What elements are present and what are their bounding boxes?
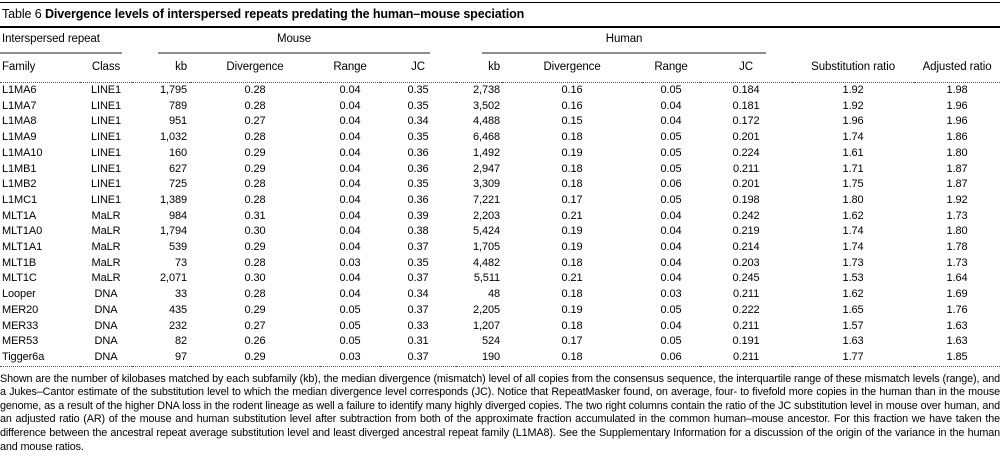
table-cell: 524 bbox=[481, 335, 501, 348]
table-cell: LINE1 bbox=[90, 131, 122, 144]
table-cell: 0.214 bbox=[732, 241, 760, 254]
table-cell: 0.37 bbox=[407, 303, 429, 316]
table-cell: 1.80 bbox=[946, 146, 968, 159]
column-header-mouse-range: Range bbox=[333, 61, 367, 73]
table-cell: 1.92 bbox=[842, 99, 864, 112]
table-cell: 0.29 bbox=[244, 146, 266, 159]
table-cell: 0.191 bbox=[732, 335, 760, 348]
table-cell: 0.181 bbox=[732, 99, 760, 112]
table-cell: MaLR bbox=[91, 241, 121, 254]
table-cell: 0.19 bbox=[561, 241, 583, 254]
table-cell: 0.35 bbox=[407, 99, 429, 112]
table-cell: 0.201 bbox=[732, 178, 760, 191]
table-cell: 0.222 bbox=[732, 303, 760, 316]
table-cell: L1MA9 bbox=[2, 131, 37, 144]
table-cell: 0.04 bbox=[660, 272, 682, 285]
table-cell: 984 bbox=[168, 209, 188, 222]
table-cell: 1,492 bbox=[473, 146, 501, 159]
table-cell: 0.18 bbox=[561, 350, 583, 363]
table-cell: 0.16 bbox=[561, 99, 583, 112]
table-cell: 0.05 bbox=[660, 131, 682, 144]
table-cell: LINE1 bbox=[90, 178, 122, 191]
table-row bbox=[0, 130, 1000, 146]
table-cell: 0.19 bbox=[561, 225, 583, 238]
table-row bbox=[0, 350, 1000, 366]
table-cell: 0.28 bbox=[244, 84, 266, 96]
table-cell: 1,207 bbox=[473, 319, 501, 332]
table-cell: 0.29 bbox=[244, 162, 266, 175]
table-cell: 1.63 bbox=[842, 335, 864, 348]
table-cell: 1.87 bbox=[946, 178, 968, 191]
table-cell: 0.28 bbox=[244, 193, 266, 206]
table-cell: 3,309 bbox=[473, 178, 501, 191]
column-header-human-jc: JC bbox=[739, 61, 753, 73]
column-header-human-range: Range bbox=[654, 61, 688, 73]
table-row bbox=[0, 177, 1000, 193]
table-row bbox=[0, 209, 1000, 225]
table-cell: 1.62 bbox=[842, 288, 864, 301]
table-cell: 0.26 bbox=[244, 335, 266, 348]
table-cell: 0.04 bbox=[339, 162, 361, 175]
table-cell: 0.04 bbox=[339, 131, 361, 144]
table-cell: 0.211 bbox=[732, 319, 760, 332]
group-header-spacer bbox=[792, 28, 1000, 54]
table-cell: MaLR bbox=[91, 256, 121, 269]
table-cell: 0.31 bbox=[407, 335, 429, 348]
table-cell: 1,794 bbox=[159, 225, 188, 238]
table-cell: 0.34 bbox=[407, 115, 429, 128]
table-cell: 2,203 bbox=[473, 209, 501, 222]
table-cell: L1MB2 bbox=[2, 178, 37, 191]
table-cell: 1.73 bbox=[946, 256, 968, 269]
table-cell: MLT1C bbox=[2, 272, 37, 285]
divergence-table bbox=[0, 28, 1000, 367]
table-row bbox=[0, 271, 1000, 287]
table-cell: 1.71 bbox=[842, 162, 864, 175]
table-cell: 1.74 bbox=[842, 131, 864, 144]
column-header-family: Family bbox=[2, 61, 36, 73]
table-cell: 0.04 bbox=[339, 193, 361, 206]
table-cell: 0.05 bbox=[660, 146, 682, 159]
table-cell: 1.77 bbox=[842, 350, 864, 363]
table-cell: 0.04 bbox=[339, 84, 361, 96]
table-row bbox=[0, 287, 1000, 303]
table-cell: 0.198 bbox=[732, 193, 760, 206]
table-cell: 0.28 bbox=[244, 99, 266, 112]
table-cell: 0.201 bbox=[732, 131, 760, 144]
table-cell: 1.62 bbox=[842, 209, 864, 222]
table-cell: 0.35 bbox=[407, 84, 429, 96]
table-label: Table 6 bbox=[2, 7, 42, 21]
table-cell: 0.15 bbox=[561, 115, 583, 128]
table-cell: 0.245 bbox=[732, 272, 760, 285]
table-cell: 1.75 bbox=[842, 178, 864, 191]
table-cell: 0.04 bbox=[660, 209, 682, 222]
table-cell: 0.30 bbox=[244, 225, 266, 238]
table-cell: 0.184 bbox=[732, 84, 760, 96]
table-cell: DNA bbox=[94, 350, 118, 363]
column-header-substitution-ratio: Substitution ratio bbox=[811, 61, 895, 73]
table-cell: 0.04 bbox=[660, 225, 682, 238]
table-row bbox=[0, 256, 1000, 272]
table-cell: LINE1 bbox=[90, 84, 122, 96]
table-cell: 0.18 bbox=[561, 131, 583, 144]
table-cell: 7,221 bbox=[473, 193, 501, 206]
table-cell: L1MA7 bbox=[2, 99, 37, 112]
table-cell: 73 bbox=[174, 256, 188, 269]
table-cell: MLT1B bbox=[2, 256, 37, 269]
table-cell: 0.06 bbox=[660, 178, 682, 191]
table-cell: 0.05 bbox=[660, 84, 682, 96]
table-cell: 1.85 bbox=[946, 350, 968, 363]
table-cell: 0.31 bbox=[244, 209, 266, 222]
table-cell: Tigger6a bbox=[2, 350, 45, 363]
table-cell: 0.28 bbox=[244, 131, 266, 144]
table-row bbox=[0, 319, 1000, 335]
table-cell: 0.05 bbox=[660, 303, 682, 316]
table-cell: 0.05 bbox=[660, 335, 682, 348]
table-cell: 1.78 bbox=[946, 241, 968, 254]
table-cell: 0.04 bbox=[660, 99, 682, 112]
table-cell: 5,511 bbox=[473, 272, 501, 285]
table-cell: MaLR bbox=[91, 225, 121, 238]
table-cell: LINE1 bbox=[90, 115, 122, 128]
table-cell: 0.04 bbox=[660, 241, 682, 254]
table-cell: 0.211 bbox=[732, 288, 760, 301]
table-cell: 1.65 bbox=[842, 303, 864, 316]
table-cell: 0.17 bbox=[561, 193, 583, 206]
table-cell: 0.38 bbox=[407, 225, 429, 238]
table-cell: 0.05 bbox=[339, 335, 361, 348]
table-cell: LINE1 bbox=[90, 146, 122, 159]
table-cell: 0.34 bbox=[407, 288, 429, 301]
table-cell: 1,389 bbox=[159, 193, 188, 206]
table-cell: 0.21 bbox=[561, 209, 583, 222]
table-cell: 0.35 bbox=[407, 131, 429, 144]
table-cell: 1.74 bbox=[842, 241, 864, 254]
table-cell: 48 bbox=[488, 288, 501, 301]
table-cell: DNA bbox=[94, 335, 118, 348]
column-header-class: Class bbox=[91, 61, 121, 73]
table-cell: 1.98 bbox=[946, 84, 968, 96]
table-cell: L1MB1 bbox=[2, 162, 37, 175]
table-row bbox=[0, 114, 1000, 130]
table-cell: 1.76 bbox=[946, 303, 968, 316]
table-cell: 0.04 bbox=[339, 241, 361, 254]
table-row bbox=[0, 240, 1000, 256]
table-cell: MER20 bbox=[2, 303, 39, 316]
table-cell: 0.05 bbox=[339, 303, 361, 316]
table-cell: 725 bbox=[168, 178, 188, 191]
table-cell: L1MA6 bbox=[2, 84, 37, 96]
table-cell: 0.04 bbox=[339, 115, 361, 128]
group-header-mouse: Mouse bbox=[132, 28, 456, 54]
table-cell: 0.04 bbox=[339, 146, 361, 159]
table-cell: 1.63 bbox=[946, 319, 968, 332]
group-header-human: Human bbox=[456, 28, 792, 54]
table-cell: DNA bbox=[94, 319, 118, 332]
table-cell: 4,488 bbox=[473, 115, 501, 128]
table-cell: 0.04 bbox=[339, 99, 361, 112]
column-header-human-kb: kb bbox=[488, 61, 501, 73]
table-cell: 0.27 bbox=[244, 319, 266, 332]
table-cell: 0.172 bbox=[732, 115, 760, 128]
table-body bbox=[0, 83, 1000, 367]
column-header-mouse-kb: kb bbox=[175, 61, 188, 73]
table-cell: DNA bbox=[94, 288, 118, 301]
column-header-row bbox=[0, 54, 1000, 83]
table-cell: 1.61 bbox=[842, 146, 864, 159]
table-cell: 0.211 bbox=[732, 162, 760, 175]
table-cell: 1.80 bbox=[842, 193, 864, 206]
table-cell: L1MA10 bbox=[2, 146, 43, 159]
table-row bbox=[0, 303, 1000, 319]
table-cell: 0.203 bbox=[732, 256, 760, 269]
table-cell: 1.74 bbox=[842, 225, 864, 238]
table-cell: 0.28 bbox=[244, 178, 266, 191]
table-cell: 0.06 bbox=[660, 350, 682, 363]
table-cell: 1.73 bbox=[946, 209, 968, 222]
table-cell: 0.37 bbox=[407, 272, 429, 285]
table-cell: 0.05 bbox=[660, 193, 682, 206]
table-cell: 951 bbox=[168, 115, 188, 128]
table-cell: 0.18 bbox=[561, 162, 583, 175]
table-cell: 0.18 bbox=[561, 256, 583, 269]
table-cell: 0.04 bbox=[339, 178, 361, 191]
table-cell: 82 bbox=[174, 335, 188, 348]
table-cell: L1MC1 bbox=[2, 193, 37, 206]
table-cell: 0.219 bbox=[732, 225, 760, 238]
table-cell: 232 bbox=[168, 319, 188, 332]
table-cell: 97 bbox=[174, 350, 188, 363]
table-cell: MLT1A0 bbox=[2, 225, 43, 238]
table-cell: 0.04 bbox=[660, 256, 682, 269]
table-cell: 0.05 bbox=[339, 319, 361, 332]
table-cell: 0.04 bbox=[660, 115, 682, 128]
table-cell: MaLR bbox=[91, 209, 121, 222]
table-cell: 0.03 bbox=[339, 350, 361, 363]
table-cell: 1.64 bbox=[946, 272, 968, 285]
table-cell: 0.36 bbox=[407, 146, 429, 159]
table-cell: 0.39 bbox=[407, 209, 429, 222]
table-cell: 1.53 bbox=[842, 272, 864, 285]
table-cell: 2,071 bbox=[159, 272, 188, 285]
table-row bbox=[0, 193, 1000, 209]
table-cell: 0.37 bbox=[407, 241, 429, 254]
table-cell: 4,482 bbox=[473, 256, 501, 269]
table-cell: 0.04 bbox=[339, 288, 361, 301]
table-cell: 1.86 bbox=[946, 131, 968, 144]
table-cell: LINE1 bbox=[90, 193, 122, 206]
table-caption bbox=[0, 3, 1000, 26]
table-cell: 1.80 bbox=[946, 225, 968, 238]
table-cell: 0.35 bbox=[407, 256, 429, 269]
group-header-row bbox=[0, 28, 1000, 54]
table-cell: 2,738 bbox=[473, 84, 501, 96]
table-cell: 0.29 bbox=[244, 303, 266, 316]
table-cell: MLT1A bbox=[2, 209, 37, 222]
table-footnote: Shown are the number of kilobases matched by each subfamily (kb), the median divergence (mismatch) level of all copies from the consensus sequence, the interquartile range of these mismatch levels (range), and a Jukes–Cantor estimate of the substitution level to which the median divergence level corresponds (JC). Notice that RepeatMasker found, on average, four- to fivefold more copies in the human than in the mouse genome, as a result of the higher DNA loss in the rodent lineage as well a failure to identify many highly diverged copies. The two right columns contain the ratio of the JC substitution level in mouse over human, and an adjusted ratio (AR) of the mouse and human substitution level after subtraction from both of the approximate fraction accumulated in the common human–mouse ancestor. For this fraction we have taken the difference between the ancestral repeat average substitution level and least diverged ancestral repeat family (L1MA8). See the Supplementary Information for a discussion of the origin of the variance in the human and mouse ratios. bbox=[0, 372, 1000, 453]
table-cell: 1.92 bbox=[946, 193, 968, 206]
table-cell: 0.04 bbox=[339, 225, 361, 238]
table-cell: LINE1 bbox=[90, 162, 122, 175]
table-cell: 0.37 bbox=[407, 350, 429, 363]
table-cell: L1MA8 bbox=[2, 115, 37, 128]
table-cell: 1.57 bbox=[842, 319, 864, 332]
table-cell: 1.92 bbox=[842, 84, 864, 96]
table-cell: 0.29 bbox=[244, 241, 266, 254]
table-cell: 190 bbox=[481, 350, 501, 363]
table-cell: MER33 bbox=[2, 319, 39, 332]
table-cell: 0.18 bbox=[561, 319, 583, 332]
table-cell: 789 bbox=[168, 99, 188, 112]
table-cell: 0.29 bbox=[244, 350, 266, 363]
table-cell: LINE1 bbox=[90, 99, 122, 112]
table-cell: 5,424 bbox=[473, 225, 501, 238]
table-cell: 0.27 bbox=[244, 115, 266, 128]
table-row bbox=[0, 146, 1000, 162]
column-header-mouse-jc: JC bbox=[411, 61, 425, 73]
table-cell: 0.17 bbox=[561, 335, 583, 348]
table-cell: 1.96 bbox=[946, 99, 968, 112]
table-cell: MaLR bbox=[91, 272, 121, 285]
column-header-mouse-divergence: Divergence bbox=[226, 61, 284, 73]
table-cell: 1.69 bbox=[946, 288, 968, 301]
table-cell: 0.19 bbox=[561, 146, 583, 159]
table-cell: 0.28 bbox=[244, 256, 266, 269]
table-cell: 539 bbox=[168, 241, 188, 254]
group-header-interspersed-repeat: Interspersed repeat bbox=[0, 28, 132, 54]
table-cell: 0.19 bbox=[561, 303, 583, 316]
table-cell: 3,502 bbox=[473, 99, 501, 112]
table-cell: 0.03 bbox=[339, 256, 361, 269]
table-cell: 0.224 bbox=[732, 146, 760, 159]
table-cell: 0.33 bbox=[407, 319, 429, 332]
table-cell: 1.73 bbox=[842, 256, 864, 269]
column-header-human-divergence: Divergence bbox=[543, 61, 601, 73]
table-cell: 627 bbox=[168, 162, 188, 175]
table-cell: 1.96 bbox=[842, 115, 864, 128]
column-header-adjusted-ratio: Adjusted ratio bbox=[922, 61, 992, 73]
table-cell: 2,947 bbox=[473, 162, 501, 175]
table-cell: 0.36 bbox=[407, 162, 429, 175]
table-cell: 0.242 bbox=[732, 209, 760, 222]
table-cell: 435 bbox=[168, 303, 188, 316]
table-cell: 0.04 bbox=[339, 272, 361, 285]
table-row bbox=[0, 83, 1000, 99]
table-row bbox=[0, 224, 1000, 240]
table-cell: 160 bbox=[168, 146, 188, 159]
table-cell: MER53 bbox=[2, 335, 39, 348]
table-cell: 1.87 bbox=[946, 162, 968, 175]
table-cell: DNA bbox=[94, 303, 118, 316]
table-row bbox=[0, 334, 1000, 350]
table-cell: 1.96 bbox=[946, 115, 968, 128]
table-cell: 33 bbox=[174, 288, 188, 301]
table-cell: 6,468 bbox=[473, 131, 501, 144]
table-row bbox=[0, 99, 1000, 115]
table-row bbox=[0, 162, 1000, 178]
table-cell: 0.18 bbox=[561, 288, 583, 301]
table-cell: 0.35 bbox=[407, 178, 429, 191]
table-cell: Looper bbox=[2, 288, 36, 301]
table-cell: 0.28 bbox=[244, 288, 266, 301]
table-cell: 0.03 bbox=[660, 288, 682, 301]
table-cell: 0.18 bbox=[561, 178, 583, 191]
table-cell: 1,795 bbox=[159, 84, 188, 96]
table-cell: 1,032 bbox=[159, 131, 188, 144]
table-cell: 0.30 bbox=[244, 272, 266, 285]
table-cell: 1,705 bbox=[473, 241, 501, 254]
table-title: Divergence levels of interspersed repeats predating the human–mouse speciation bbox=[44, 7, 525, 21]
table-cell: 0.211 bbox=[732, 350, 760, 363]
table-cell: 0.04 bbox=[660, 319, 682, 332]
table-cell: 0.21 bbox=[561, 272, 583, 285]
table-cell: 0.16 bbox=[561, 84, 583, 96]
table-cell: MLT1A1 bbox=[2, 241, 43, 254]
table-cell: 0.05 bbox=[660, 162, 682, 175]
table-cell: 2,205 bbox=[473, 303, 501, 316]
table-cell: 0.04 bbox=[339, 209, 361, 222]
table-cell: 0.36 bbox=[407, 193, 429, 206]
table-cell: 1.63 bbox=[946, 335, 968, 348]
